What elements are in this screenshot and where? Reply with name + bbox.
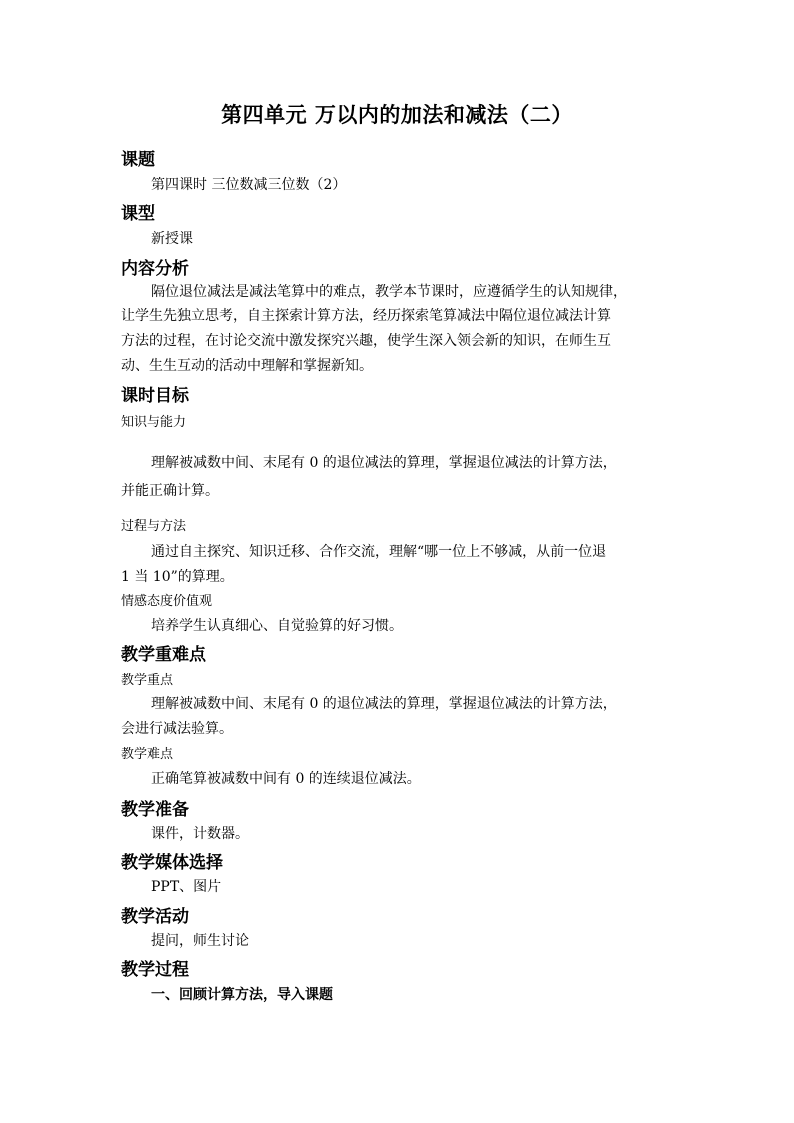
process-line-1: 通过自主探究、知识迁移、合作交流，理解“哪一位上不够减，从前一位退: [151, 544, 607, 560]
heading-huodong: 教学活动: [121, 907, 189, 927]
document-title: 第四单元 万以内的加法和减法（二）: [221, 103, 573, 127]
heading-guocheng: 教学过程: [121, 960, 189, 980]
process-step-1: 一、回顾计算方法，导入课题: [151, 987, 333, 1003]
kexing-text: 新授课: [151, 231, 193, 247]
neirong-line-3: 方法的过程，在讨论交流中激发探究兴趣，使学生深入领会新的知识，在师生互: [121, 333, 611, 349]
heading-zhongnan: 教学重难点: [121, 645, 206, 665]
key-point-line-2: 会进行减法验算。: [121, 721, 233, 737]
heading-keti: 课题: [121, 150, 155, 170]
heading-mubiao: 课时目标: [121, 386, 189, 406]
process-label: 过程与方法: [121, 519, 187, 534]
key-point-line-1: 理解被减数中间、末尾有 0 的退位减法的算理，掌握退位减法的计算方法，: [151, 696, 617, 712]
heading-zhunbei: 教学准备: [121, 800, 189, 820]
meiti-text: PPT、图片: [151, 879, 222, 895]
knowledge-label: 知识与能力: [121, 415, 187, 430]
emotion-text: 培养学生认真细心、自觉验算的好习惯。: [151, 618, 403, 634]
key-point-label: 教学重点: [121, 673, 174, 688]
difficulty-text: 正确笔算被减数中间有 0 的连续退位减法。: [151, 771, 421, 787]
heading-neirong: 内容分析: [121, 259, 189, 279]
neirong-line-2: 让学生先独立思考，自主探索计算方法，经历探索笔算减法中隔位退位减法计算: [121, 308, 611, 324]
knowledge-line-1: 理解被减数中间、末尾有 0 的退位减法的算理，掌握退位减法的计算方法，: [151, 455, 617, 471]
heading-meiti: 教学媒体选择: [121, 853, 223, 873]
huodong-text: 提问，师生讨论: [151, 933, 249, 949]
keti-text: 第四课时 三位数减三位数（2）: [151, 177, 347, 193]
process-line-2: 1 当 10”的算理。: [121, 569, 234, 585]
emotion-label: 情感态度价值观: [121, 594, 213, 609]
neirong-line-1: 隔位退位减法是减法笔算中的难点，教学本节课时，应遵循学生的认知规律，: [151, 284, 627, 300]
knowledge-line-2: 并能正确计算。: [121, 483, 219, 499]
neirong-line-4: 动、生生互动的活动中理解和掌握新知。: [121, 358, 373, 374]
zhunbei-text: 课件，计数器。: [151, 826, 249, 842]
heading-kexing: 课型: [121, 204, 155, 224]
difficulty-label: 教学难点: [121, 747, 174, 762]
